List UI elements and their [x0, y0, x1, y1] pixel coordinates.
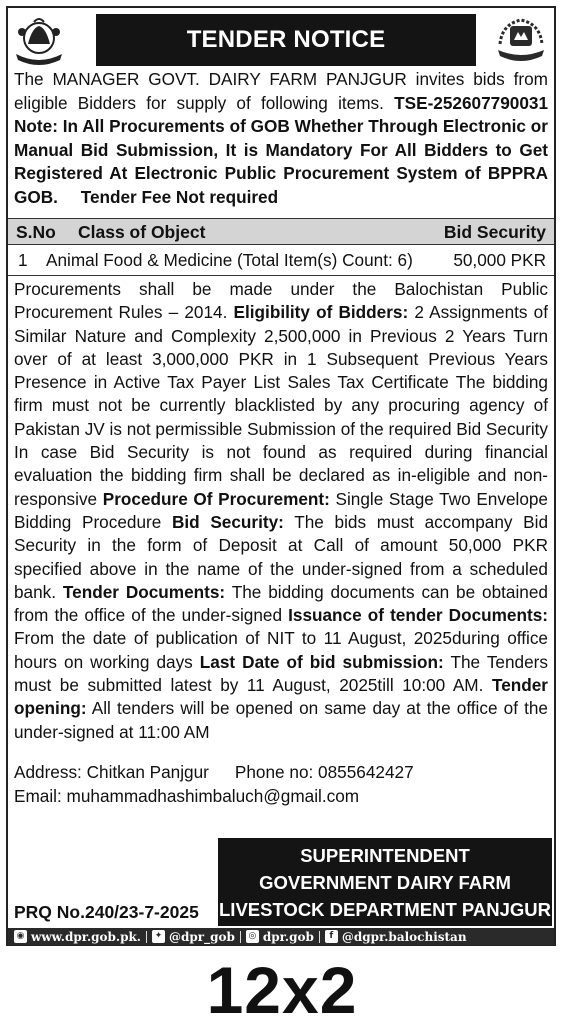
signature-block — [218, 838, 552, 926]
footer-bar — [8, 928, 554, 945]
globe-icon: ◉ — [14, 930, 27, 943]
procedure-text: Single Stage Two Envelope Bidding Procedure — [14, 488, 548, 532]
row-class: Animal Food & Medicine (Total Item(s) Count: 6) — [46, 250, 413, 270]
table-row — [8, 245, 554, 276]
footer-divider — [319, 931, 320, 943]
footer-facebook — [325, 930, 467, 944]
bid-security-text: The bids must accompany Bid Security in the form of Deposit at Call of amount 50,000 PKR specified above in the name of the under-signed from a scheduled bank. — [14, 511, 548, 602]
last-date-text: The Tenders must be submitted latest by 11 August, 2025till 10:00 AM. — [14, 651, 548, 696]
twitter-icon: ✦ — [152, 930, 165, 943]
footer-web-text: www.dpr.gob.pk. — [31, 929, 141, 944]
tse-number: TSE-252607790031 — [394, 92, 548, 113]
ad-size-label: 12x2 — [206, 953, 358, 1027]
tender-notice — [6, 6, 556, 946]
items-table — [8, 218, 554, 276]
header-class: Class of Object — [78, 222, 206, 242]
eligibility-text: 2 Assignments of Similar Nature and Complexity 2,500,000 in Previous 2 Years Turn over of at least 3,000,000 PKR in 1 Subsequent Previous Years Presence in Active Tax Payer List Sales Tax Certificate The bidding firm must not be currently blacklisted by any procuring agency of Pakistan JV is not permissible Submission of the required Bid Security In case Bid Security is not found as required during financial evaluation the bidding firm shall be declared as in-eligible and non-responsive — [14, 302, 549, 509]
row-sno: 1 — [18, 250, 28, 270]
page-title: TENDER NOTICE — [186, 26, 386, 53]
intro-paragraph — [14, 68, 548, 209]
facebook-icon: f — [325, 930, 338, 943]
last-date-heading: Last Date of bid submission: — [199, 651, 444, 672]
table-header — [8, 218, 554, 245]
title-banner — [96, 14, 476, 66]
tender-fee: Tender Fee Not required — [80, 186, 279, 207]
opening-text: All tenders will be opened on same day at the office of the under-signed at 11:00 AM — [14, 698, 548, 742]
header-sno: S.No — [16, 222, 56, 242]
opening-heading: Tender opening: — [14, 675, 548, 719]
issuance-heading: Issuance of tender Documents: — [288, 605, 548, 626]
intro-text: The MANAGER GOVT. DAIRY FARM PANJGUR invites bids from eligible Bidders for supply of following items. — [14, 69, 548, 113]
signature-line-3: LIVESTOCK DEPARTMENT PANJGUR — [219, 899, 551, 920]
rules-text: Procurements shall be made under the Balochistan Public Procurement Rules – 2014. — [14, 279, 548, 323]
signature-line-2: GOVERNMENT DAIRY FARM — [259, 872, 511, 893]
footer-facebook-text: @dgpr.balochistan — [341, 929, 467, 944]
address: Address: Chitkan Panjgur — [14, 762, 209, 782]
eligibility-heading: Eligibility of Bidders: — [233, 302, 409, 323]
procedure-heading: Procedure Of Procurement: — [102, 488, 330, 509]
footer-instagram-text: dpr.gob — [262, 929, 314, 944]
phone: Phone no: 0855642427 — [234, 762, 414, 782]
footer-divider — [146, 931, 147, 943]
documents-heading: Tender Documents: — [62, 581, 226, 602]
footer-twitter — [152, 930, 235, 944]
documents-text: The bidding documents can be obtained from the office of the under-signed — [14, 581, 548, 626]
header-security: Bid Security — [443, 222, 546, 242]
footer-divider — [240, 931, 241, 943]
registration-note: Note: In All Procurements of GOB Whether Through Electronic or Manual Bid Submission, It is Mandatory For All Bidders to Get Registered At Electronic Public Procurement System of BPPRA GOB. — [14, 116, 548, 207]
tender-details — [14, 278, 548, 744]
email: Email: muhammadhashimbaluch@gmail.com — [14, 786, 360, 806]
prq-number: PRQ No.240/23-7-2025 — [14, 902, 199, 922]
dpr-balochistan-logo — [492, 14, 550, 66]
signature-line-1: SUPERINTENDENT — [300, 845, 470, 866]
balochistan-emblem-logo — [10, 14, 68, 66]
issuance-text: From the date of publication of NIT to 11 August, 2025during office hours on working days — [14, 628, 548, 672]
footer-instagram — [246, 930, 314, 944]
footer-twitter-text: @dpr_gob — [169, 929, 235, 944]
instagram-icon: ◎ — [246, 930, 259, 943]
footer-web — [14, 930, 141, 944]
contact-info — [14, 760, 414, 808]
bid-security-heading: Bid Security: — [171, 511, 284, 532]
row-security: 50,000 PKR — [453, 250, 546, 270]
